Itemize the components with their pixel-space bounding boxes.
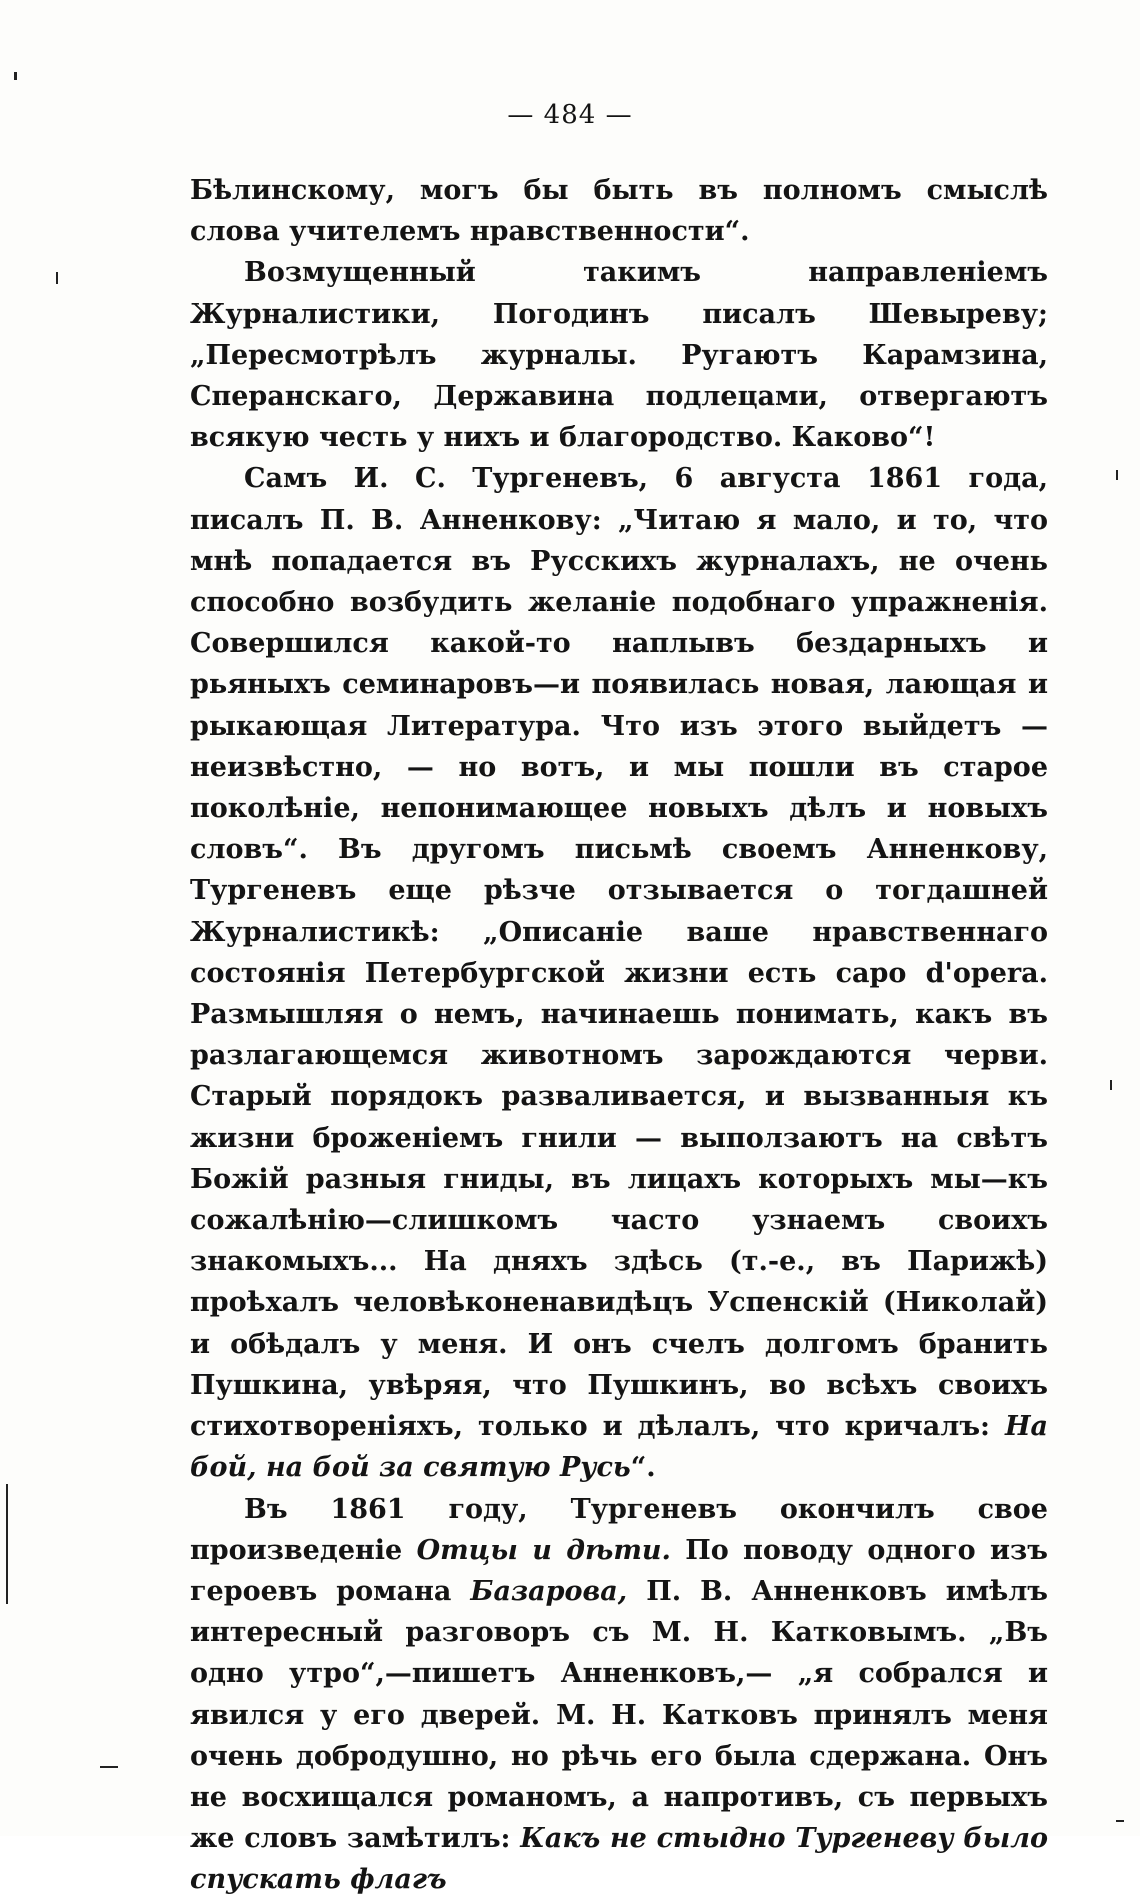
paragraph-4-text-b: По поводу одного изъ героевъ романа	[190, 1534, 1048, 1607]
paragraph-2	[190, 252, 1048, 458]
paragraph-2-text: Возмущенный такимъ направленіемъ Журналистики, Погодинъ писалъ Шевыреву; „Пересмотрѣлъ журналы. Ругаютъ Карамзина, Сперанскаго, Державина подлецами, отвергаютъ всякую честь у нихъ и благородство. Каково“!	[190, 257, 1048, 454]
paragraph-4-italic-quote: Какъ не стыдно Тургеневу было спускать флагъ	[190, 1823, 1049, 1896]
scan-speck	[1110, 1080, 1112, 1090]
paragraph-4	[190, 1489, 1048, 1901]
scan-speck	[1116, 470, 1118, 480]
body-text	[190, 170, 1048, 1901]
scan-speck	[6, 1484, 8, 1604]
paragraph-4-italic-name: Базарова,	[470, 1575, 628, 1607]
paragraph-4-text-a: Въ 1861 году, Тургеневъ окончилъ свое произведеніе	[190, 1493, 1048, 1566]
scan-speck	[56, 272, 58, 284]
scan-speck	[100, 1766, 118, 1768]
paragraph-3-italic-quote: На бой, на бой за святую Русь	[190, 1411, 1048, 1484]
paragraph-3	[190, 458, 1048, 1488]
scan-speck	[14, 72, 17, 80]
paragraph-3-text: Самъ И. С. Тургеневъ, 6 августа 1861 года, писалъ П. В. Анненкову: „Читаю я мало, и то, что мнѣ попадается въ Русскихъ журналахъ, не очень способно возбудить желаніе подобнаго упражненія. Совершился какой-то наплывъ бездарныхъ и рьяныхъ семинаровъ—и появилась новая, лающая и рыкающая Литература. Что изъ этого выйдетъ — неизвѣстно, — но вотъ, и мы пошли въ старое поколѣніе, непонимающее новыхъ дѣлъ и новыхъ словъ“. Въ другомъ письмѣ своемъ Анненкову, Тургеневъ еще рѣзче отзывается о тогдашней Журналистикѣ: „Описаніе ваше нравственнаго состоянія Петербургской жизни есть capo d'opera. Размышляя о немъ, начинаешь понимать, какъ въ разлагающемся животномъ зарождаются черви. Старый порядокъ разваливается, и вызванныя къ жизни броженіемъ гнили — выползаютъ на свѣтъ Божій разныя гниды, въ лицахъ которыхъ мы—къ сожалѣнію—слишкомъ часто узнаемъ своихъ знакомыхъ... На дняхъ здѣсь (т.-е., въ Парижѣ) проѣхалъ человѣконенавидѣцъ Успенскій (Николай) и обѣдалъ у меня. И онъ счелъ долгомъ бранить Пушкина, увѣряя, что Пушкинъ, во всѣхъ своихъ стихотвореніяхъ, только и дѣлалъ, что кричалъ:	[190, 463, 1048, 1443]
paragraph-3-closing: “.	[630, 1452, 656, 1484]
paragraph-1-text: Бѣлинскому, могъ бы быть въ полномъ смыслѣ слова учителемъ нравственности“.	[190, 175, 1048, 248]
page-number: — 484 —	[507, 100, 633, 130]
scan-speck	[1116, 1820, 1124, 1822]
paragraph-1	[190, 170, 1048, 252]
paragraph-4-text-c: П. В. Анненковъ имѣлъ интересный разговоръ съ М. Н. Катковымъ. „Въ одно утро“,—пишетъ Анненковъ,— „я собрался и явился у его дверей. М. Н. Катковъ принялъ меня очень добродушно, но рѣчь его была сдержана. Онъ не восхищался романомъ, а напротивъ, съ первыхъ же словъ замѣтилъ:	[190, 1575, 1048, 1855]
paragraph-4-italic-title: Отцы и дѣти.	[416, 1534, 671, 1566]
